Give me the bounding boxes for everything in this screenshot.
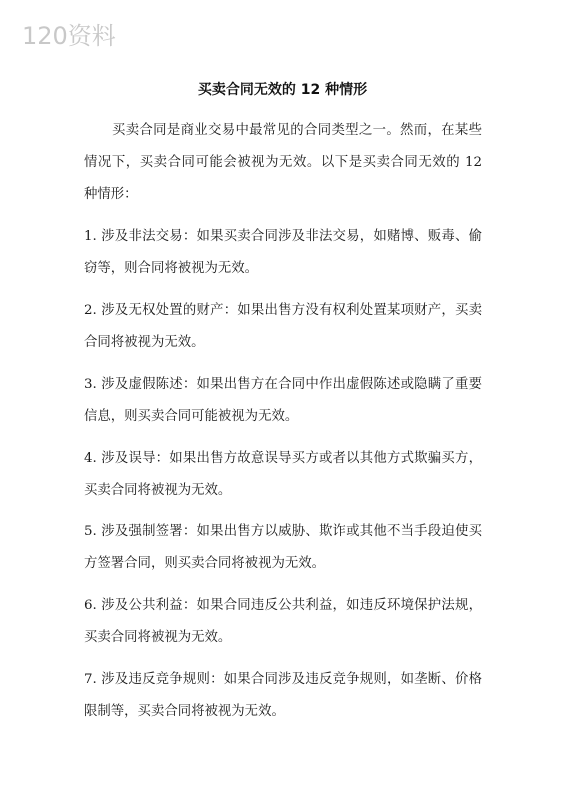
- list-item-6: 6. 涉及公共利益：如果合同违反公共利益，如违反环境保护法规，买卖合同将被视为无效。: [84, 598, 482, 645]
- list-item-1: 1. 涉及非法交易：如果买卖合同涉及非法交易，如赌博、贩毒、偷窃等，则合同将被视为无效。: [84, 229, 482, 276]
- list-item-5: 5. 涉及强制签署：如果出售方以威胁、欺诈或其他不当手段迫使买方签署合同，则买卖合同将被视为无效。: [84, 524, 482, 571]
- list-item-7: 7. 涉及违反竞争规则：如果合同涉及违反竞争规则，如垄断、价格限制等，买卖合同将被视为无效。: [84, 672, 482, 719]
- document-title: 买卖合同无效的 12 种情形: [197, 82, 368, 98]
- list-item-4: 4. 涉及误导：如果出售方故意误导买方或者以其他方式欺骗买方，买卖合同将被视为无效。: [84, 451, 482, 498]
- list-item-3: 3. 涉及虚假陈述：如果出售方在合同中作出虚假陈述或隐瞒了重要信息，则买卖合同可能被视为无效。: [84, 377, 482, 424]
- list-item-2: 2. 涉及无权处置的财产：如果出售方没有权利处置某项财产，买卖合同将被视为无效。: [84, 303, 482, 350]
- intro-paragraph: 买卖合同是商业交易中最常见的合同类型之一。然而，在某些情况下，买卖合同可能会被视为无效。以下是买卖合同无效的 12 种情形：: [84, 123, 482, 202]
- watermark-logo: 120资料: [22, 22, 116, 50]
